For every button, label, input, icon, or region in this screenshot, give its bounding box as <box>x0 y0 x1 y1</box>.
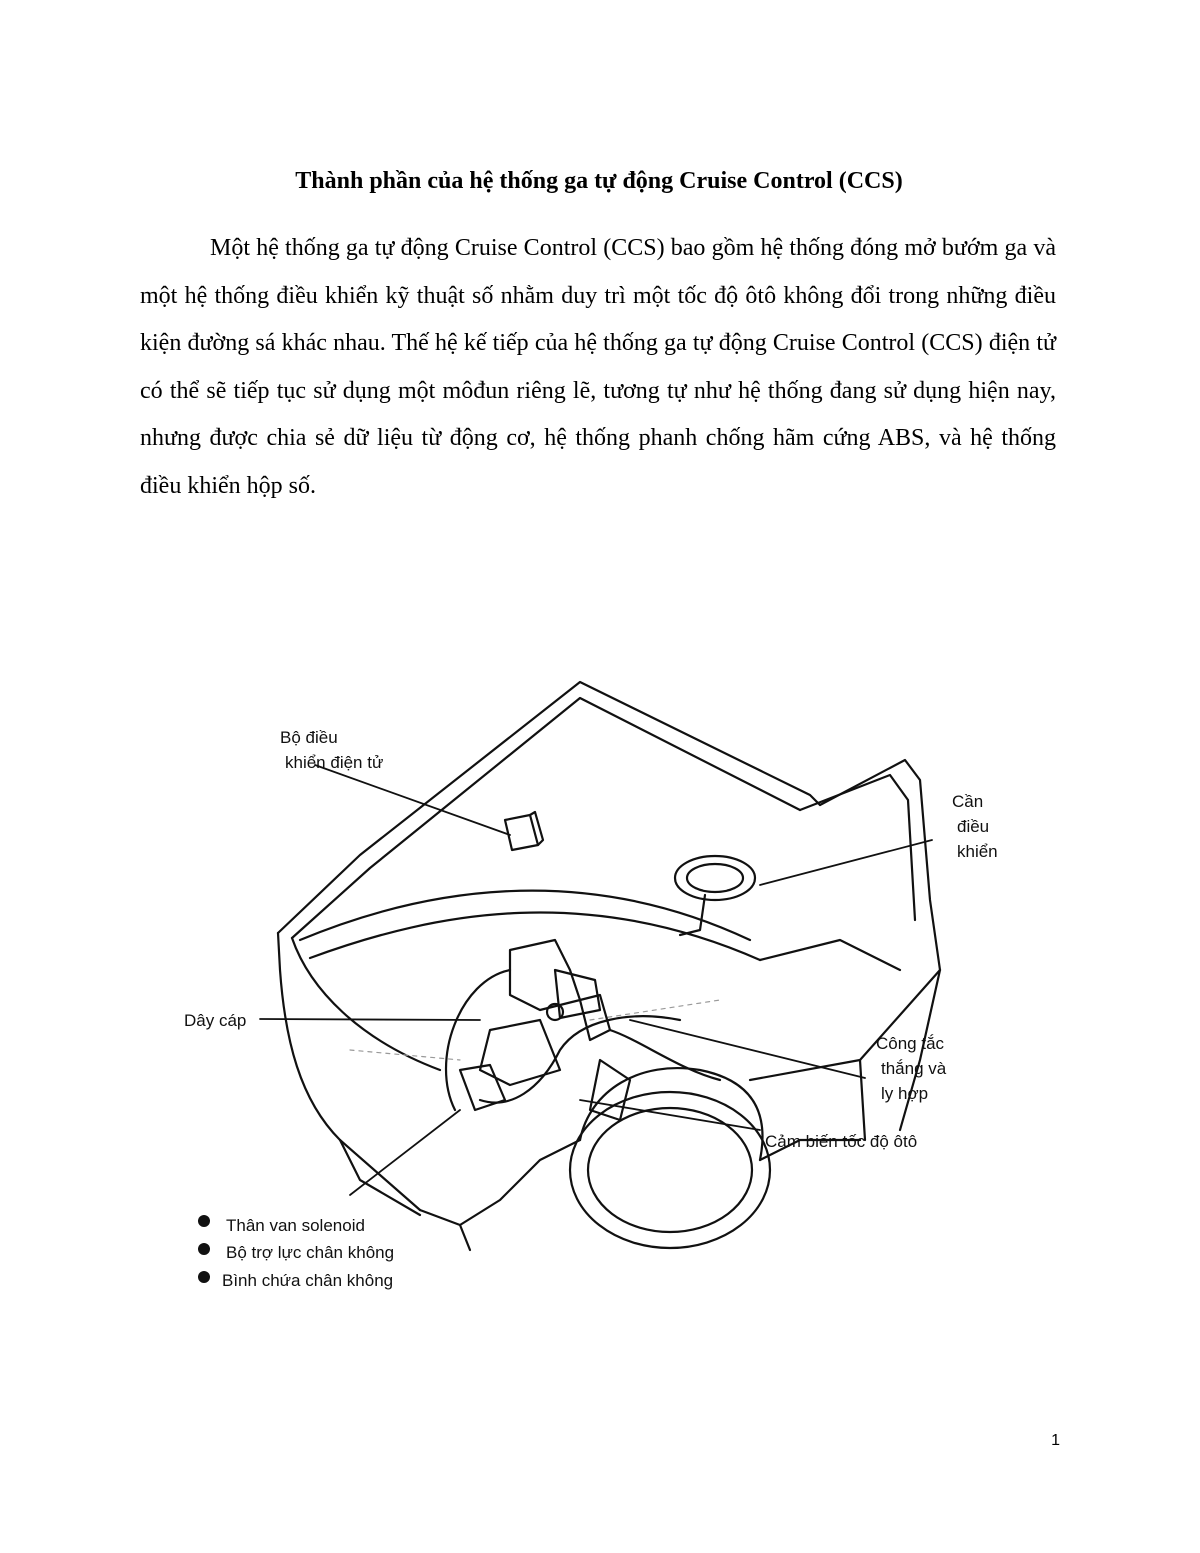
bullet-solenoid: Thân van solenoid <box>226 1216 365 1235</box>
label-ecu-line1: Bộ điều <box>280 728 338 747</box>
bullet-dot <box>198 1243 210 1255</box>
bullet-vacuum-tank: Bình chứa chân không <box>222 1271 394 1290</box>
bullet-vacuum-booster: Bộ trợ lực chân không <box>226 1243 395 1262</box>
label-speed-sensor: Cảm biến tốc độ ôtô <box>765 1132 918 1151</box>
bullet-dot <box>198 1215 210 1227</box>
body-paragraph: Một hệ thống ga tự động Cruise Control (CCS) bao gồm hệ thống đóng mở bướm ga và một hệ thống điều khiển kỹ thuật số nhằm duy trì một tốc độ ôtô không đổi trong những điều kiện đường sá khác nhau. Thế hệ kế tiếp của hệ thống ga tự động Cruise Control (CCS) điện tử có thể sẽ tiếp tục sử dụng một môđun riêng lẽ, tương tự như hệ thống đang sử dụng hiện nay, nhưng được chia sẻ dữ liệu từ động cơ, hệ thống phanh chống hãm cứng ABS, và hệ thống điều khiển hộp số. <box>140 235 1056 499</box>
car-cruise-control-diagram <box>160 640 1000 1320</box>
label-switch-line2: thắng và <box>881 1059 947 1078</box>
ecu-module <box>505 812 543 850</box>
page-number: 1 <box>1051 1432 1060 1449</box>
label-cable: Dây cáp <box>184 1011 247 1030</box>
label-ecu-line2: khiển điện tử <box>285 753 384 772</box>
label-switch-line1: Công tắc <box>876 1034 945 1053</box>
label-lever-line1: Cần <box>952 792 984 811</box>
bullet-dot <box>198 1271 210 1283</box>
label-switch-line3: ly hợp <box>881 1084 929 1103</box>
steering-wheel <box>675 856 755 935</box>
diagram-labels <box>184 728 998 1290</box>
label-lever-line3: khiển <box>957 842 998 861</box>
document-title: Thành phần của hệ thống ga tự động Cruise Control (CCS) <box>295 168 903 194</box>
label-lever-line2: điều <box>957 817 990 836</box>
